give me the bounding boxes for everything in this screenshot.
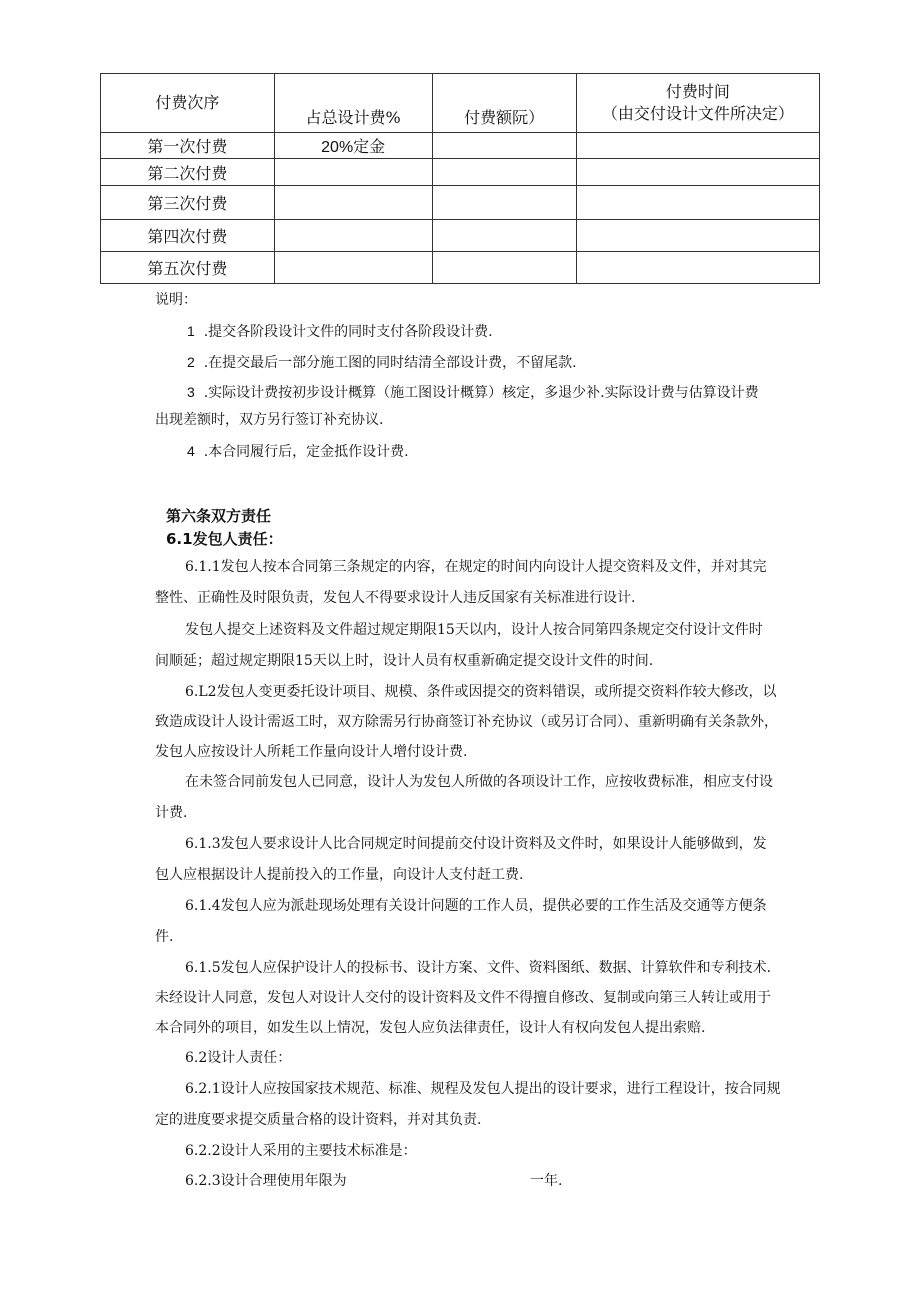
row-percent [274, 159, 432, 186]
paragraph-line-unit: 一年. [530, 1173, 563, 1189]
row-seq: 第二次付费 [101, 159, 275, 186]
paragraph-line: 定的进度要求提交质量合格的设计资料，并对其负责. [155, 1112, 482, 1128]
row-time [576, 252, 819, 284]
row-amount [432, 186, 576, 220]
row-seq: 第三次付费 [101, 186, 275, 220]
note-number: 4 [187, 443, 195, 459]
subsection-title: 6.2设计人责任： [185, 1050, 292, 1066]
row-percent [274, 220, 432, 252]
note-text: .提交各阶段设计文件的同时支付各阶段设计费. [203, 324, 493, 340]
paragraph-line: 计费. [155, 805, 188, 821]
header-time [576, 74, 819, 133]
header-seq: 付费次序 [101, 74, 275, 133]
row-amount [432, 252, 576, 284]
paragraph-line: 件. [155, 929, 174, 945]
payment-schedule-table [100, 73, 820, 284]
header-percent: 占总设计费% [274, 74, 432, 133]
row-amount [432, 133, 576, 159]
row-percent [274, 186, 432, 220]
header-amount: 付费额阮） [432, 74, 576, 133]
note-item [187, 321, 493, 342]
subsection-title: 6.1发包人责任： [166, 530, 283, 548]
paragraph-line: 未经设计人同意，发包人对设计人交付的设计资料及文件不得擅自修改、复制或向第三人转让或用于 [155, 990, 771, 1006]
note-number: 2 [187, 354, 195, 370]
paragraph-line: 6.2.1设计人应按国家技术规范、标准、规程及发包人提出的设计要求，进行工程设计，按合同规 [185, 1081, 781, 1097]
row-seq: 第一次付费 [101, 133, 275, 159]
note-text: .在提交最后一部分施工图的同时结清全部设计费，不留尾款. [203, 355, 577, 371]
note-item [187, 382, 759, 403]
paragraph-line: 6.1.4发包人应为派赴现场处理有关设计问题的工作人员，提供必要的工作生活及交通等方便条 [185, 898, 767, 914]
paragraph-line: 间顺延；超过规定期限15天以上时，设计人员有权重新确定提交设计文件的时间. [155, 653, 654, 669]
note-number: 3 [187, 384, 195, 400]
row-time [576, 159, 819, 186]
note-text-continued: 出现差额时，双方另行签订补充协议. [155, 412, 384, 428]
table-row [101, 159, 820, 186]
row-amount [432, 220, 576, 252]
note-number: 1 [187, 323, 195, 339]
paragraph-line: 6.L2发包人变更委托设计项目、规模、条件或因提交的资料错误，或所提交资料作较大修改，以 [185, 684, 777, 700]
row-time [576, 220, 819, 252]
table-row [101, 133, 820, 159]
paragraph-line: 6.1.3发包人要求设计人比合同规定时间提前交付设计资料及文件时，如果设计人能够做到，发 [185, 836, 767, 852]
paragraph-line: 6.1.1发包人按本合同第三条规定的内容，在规定的时间内向设计人提交资料及文件，并对其完 [185, 559, 767, 575]
paragraph-line: 在未签合同前发包人已同意，设计人为发包人所做的各项设计工作，应按收费标准，相应支付设 [185, 774, 773, 790]
notes-title: 说明： [155, 292, 197, 308]
table-row [101, 252, 820, 284]
paragraph-line: 致造成设计人设计需返工时，双方除需另行协商签订补充协议（或另订合同）、重新明确有关条款外， [155, 714, 778, 730]
note-item [187, 352, 577, 373]
paragraph-line: 6.1.5发包人应保护设计人的投标书、设计方案、文件、资料图纸、数据、计算软件和专利技术. [185, 960, 772, 976]
row-time [576, 133, 819, 159]
paragraph-line: 发包人提交上述资料及文件超过规定期限15天以内，设计人按合同第四条规定交付设计文件时 [185, 622, 763, 638]
table-row [101, 186, 820, 220]
row-time [576, 186, 819, 220]
paragraph-line: 6.2.3设计合理使用年限为 [185, 1173, 347, 1189]
header-time-line2: （由交付设计文件所决定） [601, 104, 794, 123]
note-text: .本合同履行后，定金抵作设计费. [203, 444, 409, 460]
row-amount [432, 159, 576, 186]
row-seq: 第四次付费 [101, 220, 275, 252]
row-percent: 20%定金 [274, 133, 432, 159]
table-header-row [101, 74, 820, 133]
paragraph-line: 包人应根据设计人提前投入的工作量，向设计人支付赶工费. [155, 867, 524, 883]
note-item [187, 441, 409, 462]
row-percent [274, 252, 432, 284]
paragraph-line: 本合同外的项目，如发生以上情况，发包人应负法律责任，设计人有权向发包人提出索赔. [155, 1020, 706, 1036]
row-seq: 第五次付费 [101, 252, 275, 284]
paragraph-line: 整性、正确性及时限负责，发包人不得要求设计人违反国家有关标准进行设计. [155, 590, 636, 606]
section-title: 第六条双方责任 [166, 507, 272, 525]
paragraph-line: 6.2.2设计人采用的主要技术标准是： [185, 1143, 417, 1159]
header-time-line1: 付费时间 [665, 82, 730, 101]
table-row [101, 220, 820, 252]
paragraph-line: 发包人应按设计人所耗工作量向设计人增付设计费. [155, 744, 468, 760]
note-text: .实际设计费按初步设计概算（施工图设计概算）核定，多退少补.实际设计费与估算设计费 [203, 385, 759, 401]
